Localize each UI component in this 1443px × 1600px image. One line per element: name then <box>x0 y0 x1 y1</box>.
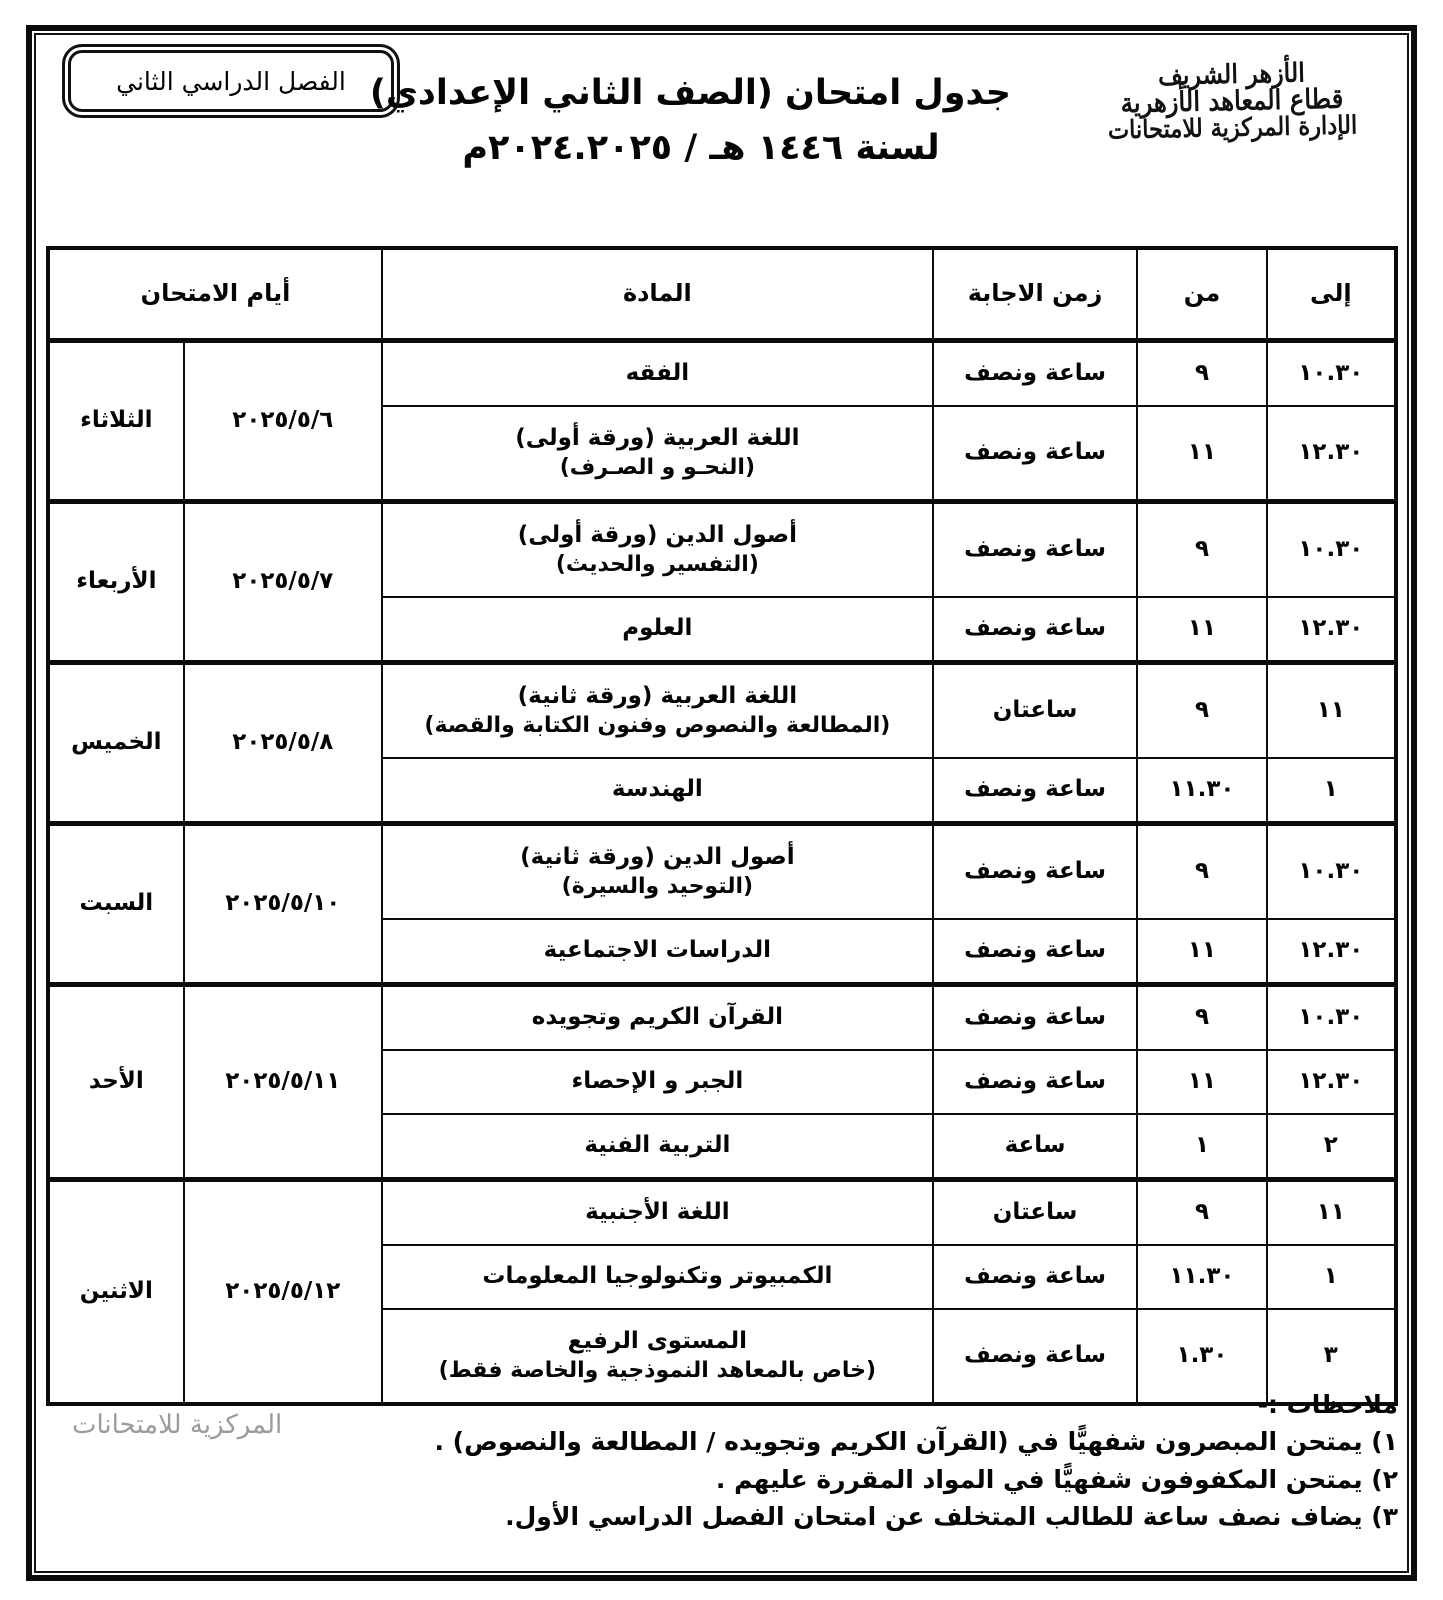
cell-duration: ساعة ونصف <box>933 1245 1137 1309</box>
cell-time-from: ١١ <box>1137 406 1266 502</box>
table-row <box>48 341 1396 407</box>
cell-time-to: ١ <box>1267 758 1396 824</box>
cell-time-to: ٢ <box>1267 1114 1396 1180</box>
cell-exam-date: ٢٠٢٥/٥/٧ <box>184 502 382 663</box>
cell-subject: التربية الفنية <box>382 1114 933 1180</box>
cell-exam-day: الاثنين <box>48 1180 184 1405</box>
cell-time-to: ١٠.٣٠ <box>1267 502 1396 598</box>
cell-time-to: ١٢.٣٠ <box>1267 597 1396 663</box>
cell-time-to: ١٠.٣٠ <box>1267 341 1396 407</box>
cell-time-to: ١٠.٣٠ <box>1267 985 1396 1051</box>
cell-time-to: ٣ <box>1267 1309 1396 1404</box>
cell-duration: ساعة ونصف <box>933 758 1137 824</box>
cell-duration: ساعة <box>933 1114 1137 1180</box>
term-badge-label: الفصل الدراسي الثاني <box>116 66 346 96</box>
cell-subject: اللغة العربية (ورقة أولى) (النحـو و الصـرف) <box>382 406 933 502</box>
cell-subject: المستوى الرفيع (خاص بالمعاهد النموذجية والخاصة فقط) <box>382 1309 933 1404</box>
letterhead-line3: الإدارة المركزية للامتحانات <box>1107 110 1358 145</box>
cell-time-from: ١١.٣٠ <box>1137 758 1266 824</box>
cell-exam-date: ٢٠٢٥/٥/١١ <box>184 985 382 1180</box>
cell-subject: اللغة الأجنبية <box>382 1180 933 1246</box>
cell-duration: ساعة ونصف <box>933 406 1137 502</box>
table-row <box>48 1180 1396 1246</box>
term-badge <box>68 50 394 112</box>
note-item: ١) يمتحن المبصرون شفهيًّا في (القرآن الكريم وتجويده / المطالعة والنصوص) . <box>434 1427 1398 1456</box>
cell-exam-day: الخميس <box>48 663 184 824</box>
table-row <box>48 824 1396 920</box>
exam-schedule-table-container <box>46 246 1398 1406</box>
cell-duration: ساعة ونصف <box>933 1050 1137 1114</box>
page-title-line1: جدول امتحان (الصف الثاني الإعدادي) <box>369 73 1011 113</box>
cell-time-to: ١٢.٣٠ <box>1267 1050 1396 1114</box>
cell-subject-detail: (خاص بالمعاهد النموذجية والخاصة فقط) <box>438 1357 877 1383</box>
letterhead-line1: الأزهر الشريف <box>1157 58 1306 92</box>
cell-time-to: ١٢.٣٠ <box>1267 406 1396 502</box>
column-header-from: من <box>1137 248 1266 341</box>
cell-time-from: ٩ <box>1137 663 1266 759</box>
table-header-row <box>48 248 1396 341</box>
cell-time-from: ١١ <box>1137 597 1266 663</box>
cell-time-from: ١١ <box>1137 919 1266 985</box>
cell-time-from: ٩ <box>1137 985 1266 1051</box>
document-header <box>46 42 1398 242</box>
table-row <box>48 663 1396 759</box>
page-title-line2: لسنة ١٤٤٦ هـ / ٢٠٢٤.٢٠٢٥م <box>462 128 940 169</box>
table-head <box>48 248 1396 341</box>
watermark-text: المركزية للامتحانات <box>72 1410 283 1440</box>
cell-subject-detail: (التوحيد والسيرة) <box>561 873 754 899</box>
exam-schedule-table <box>46 246 1398 1406</box>
cell-time-from: ١١.٣٠ <box>1137 1245 1266 1309</box>
cell-duration: ساعة ونصف <box>933 919 1137 985</box>
cell-duration: ساعة ونصف <box>933 502 1137 598</box>
cell-exam-day: الأربعاء <box>48 502 184 663</box>
cell-duration: ساعة ونصف <box>933 597 1137 663</box>
cell-duration: ساعتان <box>933 1180 1137 1246</box>
cell-subject: الدراسات الاجتماعية <box>382 919 933 985</box>
cell-time-to: ١٢.٣٠ <box>1267 919 1396 985</box>
cell-time-to: ١١ <box>1267 1180 1396 1246</box>
cell-subject: الفقه <box>382 341 933 407</box>
cell-time-from: ١ <box>1137 1114 1266 1180</box>
cell-duration: ساعة ونصف <box>933 824 1137 920</box>
cell-duration: ساعة ونصف <box>933 341 1137 407</box>
cell-subject: العلوم <box>382 597 933 663</box>
note-item: ٢) يمتحن المكفوفون شفهيًّا في المواد المقررة عليهم . <box>715 1464 1398 1494</box>
cell-time-from: ٩ <box>1137 1180 1266 1246</box>
cell-exam-date: ٢٠٢٥/٥/١٢ <box>184 1180 382 1405</box>
cell-duration: ساعة ونصف <box>933 1309 1137 1404</box>
column-header-duration: زمن الاجابة <box>933 248 1137 341</box>
column-header-to: إلى <box>1267 248 1396 341</box>
cell-exam-date: ٢٠٢٥/٥/١٠ <box>184 824 382 985</box>
table-body <box>48 341 1396 1405</box>
cell-subject: أصول الدين (ورقة ثانية) (التوحيد والسيرة) <box>382 824 933 920</box>
document-sheet <box>46 42 1398 1564</box>
table-row <box>48 502 1396 598</box>
cell-exam-day: الأحد <box>48 985 184 1180</box>
cell-subject: اللغة العربية (ورقة ثانية) (المطالعة والنصوص وفنون الكتابة والقصة) <box>382 663 933 759</box>
cell-subject: الكمبيوتر وتكنولوجيا المعلومات <box>382 1245 933 1309</box>
cell-subject-detail: (التفسير والحديث) <box>555 551 759 577</box>
cell-subject: الجبر و الإحصاء <box>382 1050 933 1114</box>
cell-exam-date: ٢٠٢٥/٥/٦ <box>184 341 382 502</box>
cell-subject-detail: (النحـو و الصـرف) <box>559 454 755 480</box>
notes-title: ملاحظات :- <box>1257 1390 1398 1419</box>
cell-time-to: ١٠.٣٠ <box>1267 824 1396 920</box>
cell-exam-day: الثلاثاء <box>48 341 184 502</box>
azhar-letterhead-logo <box>1071 57 1393 146</box>
cell-exam-date: ٢٠٢٥/٥/٨ <box>184 663 382 824</box>
cell-time-from: ١١ <box>1137 1050 1266 1114</box>
cell-subject: الهندسة <box>382 758 933 824</box>
cell-time-from: ١.٣٠ <box>1137 1309 1266 1404</box>
note-item: ٣) يضاف نصف ساعة للطالب المتخلف عن امتحان الفصل الدراسي الأول. <box>505 1502 1398 1531</box>
cell-subject-detail: (المطالعة والنصوص وفنون الكتابة والقصة) <box>424 712 891 738</box>
cell-subject: أصول الدين (ورقة أولى) (التفسير والحديث) <box>382 502 933 598</box>
letterhead-line2: قطاع المعاهد الأزهرية <box>1120 83 1344 120</box>
cell-time-to: ١١ <box>1267 663 1396 759</box>
cell-time-from: ٩ <box>1137 502 1266 598</box>
cell-duration: ساعة ونصف <box>933 985 1137 1051</box>
column-header-subject: المادة <box>382 248 933 341</box>
column-header-exam-days: أيام الامتحان <box>48 248 382 341</box>
table-row <box>48 985 1396 1051</box>
page-title <box>369 70 1011 173</box>
cell-subject: القرآن الكريم وتجويده <box>382 985 933 1051</box>
cell-duration: ساعتان <box>933 663 1137 759</box>
cell-time-from: ٩ <box>1137 824 1266 920</box>
cell-exam-day: السبت <box>48 824 184 985</box>
cell-time-from: ٩ <box>1137 341 1266 407</box>
cell-time-to: ١ <box>1267 1245 1396 1309</box>
